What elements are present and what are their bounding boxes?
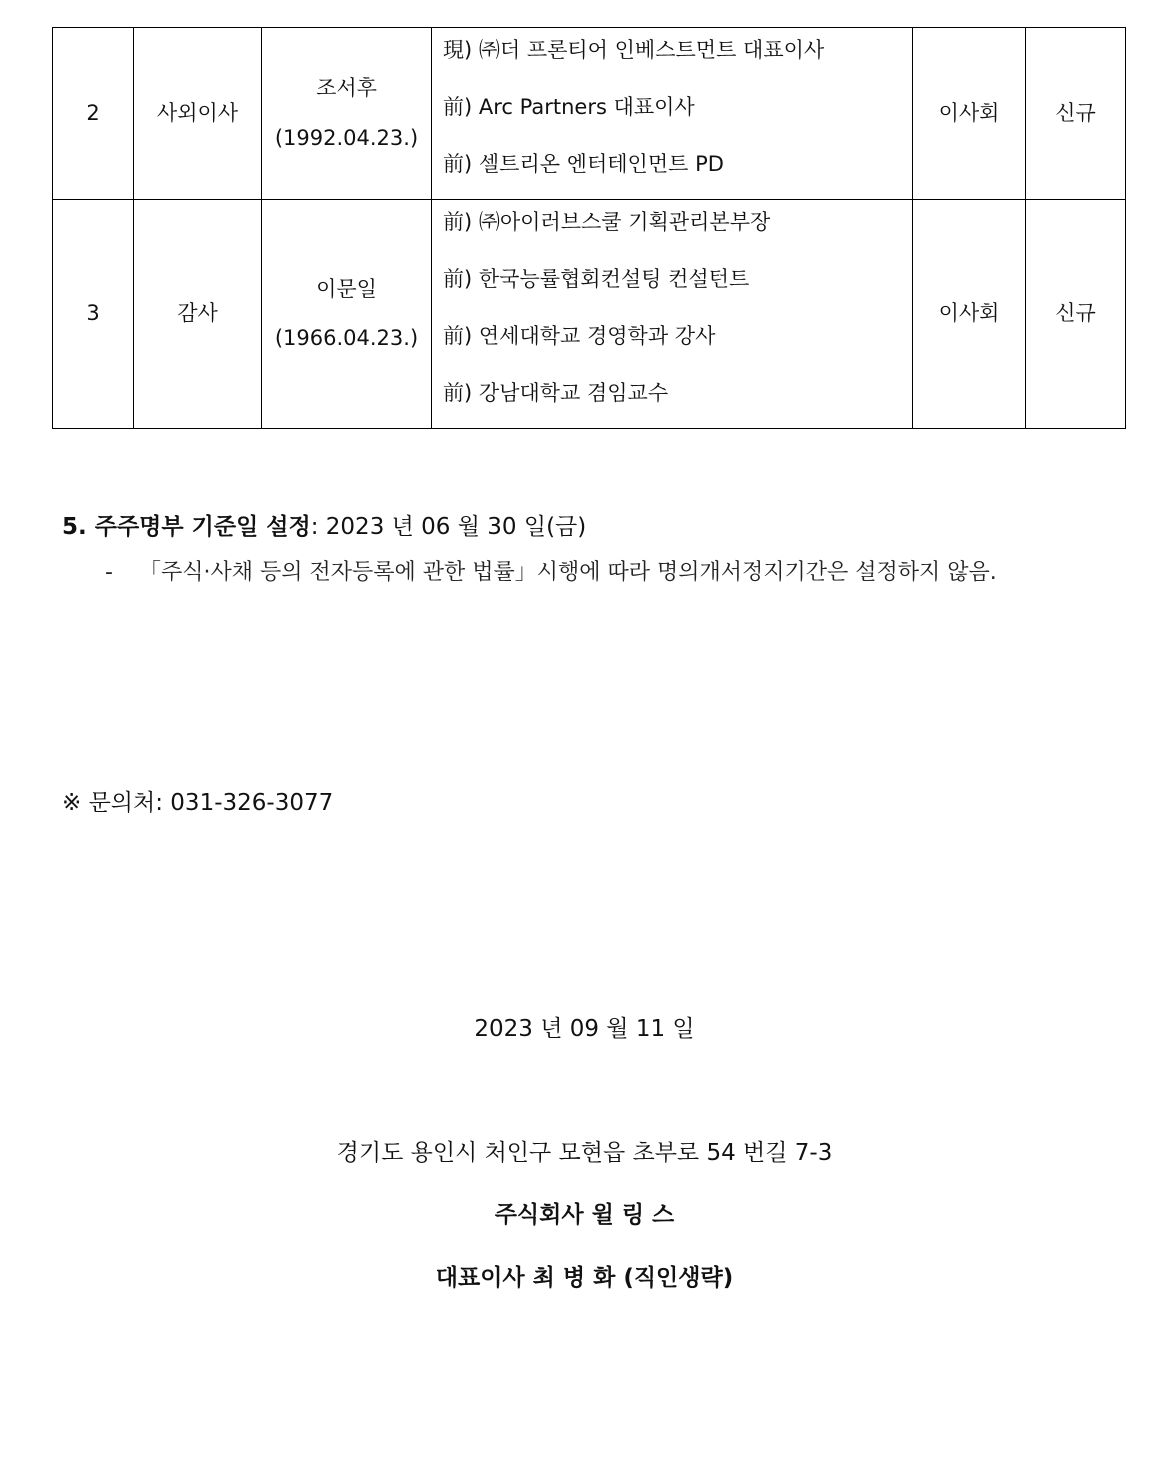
row-number: 3 bbox=[53, 200, 134, 429]
name-cell bbox=[262, 200, 432, 429]
recommender-cell: 이사회 bbox=[913, 200, 1026, 429]
career-cell bbox=[432, 200, 913, 429]
position-cell: 사외이사 bbox=[134, 28, 262, 200]
record-date-section bbox=[62, 508, 586, 541]
document-date: 2023 년 09 월 11 일 bbox=[474, 1016, 695, 1042]
career-item: 前) 강남대학교 겸임교수 bbox=[443, 381, 669, 405]
status-cell: 신규 bbox=[1026, 200, 1126, 429]
career-item: 前) Arc Partners 대표이사 bbox=[443, 95, 695, 119]
company-name: 주식회사 윌 링 스 bbox=[494, 1202, 675, 1228]
representative-signature: 대표이사 최 병 화 (직인생략) bbox=[435, 1265, 734, 1291]
section-heading: 5. 주주명부 기준일 설정 bbox=[62, 514, 311, 540]
career-item: 前) 셀트리온 엔터테인먼트 PD bbox=[443, 152, 724, 176]
table-row bbox=[53, 28, 1126, 200]
candidate-birthdate: (1966.04.23.) bbox=[274, 326, 419, 350]
bullet-dash: - bbox=[105, 560, 113, 585]
record-date-value: : 2023 년 06 월 30 일(금) bbox=[310, 514, 587, 540]
candidate-name: 이문일 bbox=[316, 276, 377, 301]
contact-info: ※ 문의처: 031-326-3077 bbox=[62, 790, 334, 816]
table-row bbox=[53, 200, 1126, 429]
candidate-name: 조서후 bbox=[316, 76, 377, 101]
name-cell bbox=[262, 28, 432, 200]
career-item: 前) 연세대학교 경영학과 강사 bbox=[443, 324, 716, 348]
company-address: 경기도 용인시 처인구 모현읍 초부로 54 번길 7-3 bbox=[336, 1140, 833, 1166]
position-cell: 감사 bbox=[134, 200, 262, 429]
recommender-cell: 이사회 bbox=[913, 28, 1026, 200]
career-item: 前) ㈜아이러브스쿨 기획관리본부장 bbox=[443, 210, 771, 234]
candidate-birthdate: (1992.04.23.) bbox=[274, 125, 419, 150]
row-number: 2 bbox=[53, 28, 134, 200]
career-cell bbox=[432, 28, 913, 200]
record-date-note bbox=[105, 555, 997, 586]
director-candidates-table bbox=[52, 27, 1126, 429]
career-item: 現) ㈜더 프론티어 인베스트먼트 대표이사 bbox=[443, 38, 825, 62]
note-text: 「주식·사채 등의 전자등록에 관한 법률」시행에 따라 명의개서정지기간은 설정하지 않음. bbox=[139, 560, 997, 585]
status-cell: 신규 bbox=[1026, 28, 1126, 200]
career-item: 前) 한국능률협회컨설팅 컨설턴트 bbox=[443, 267, 750, 291]
